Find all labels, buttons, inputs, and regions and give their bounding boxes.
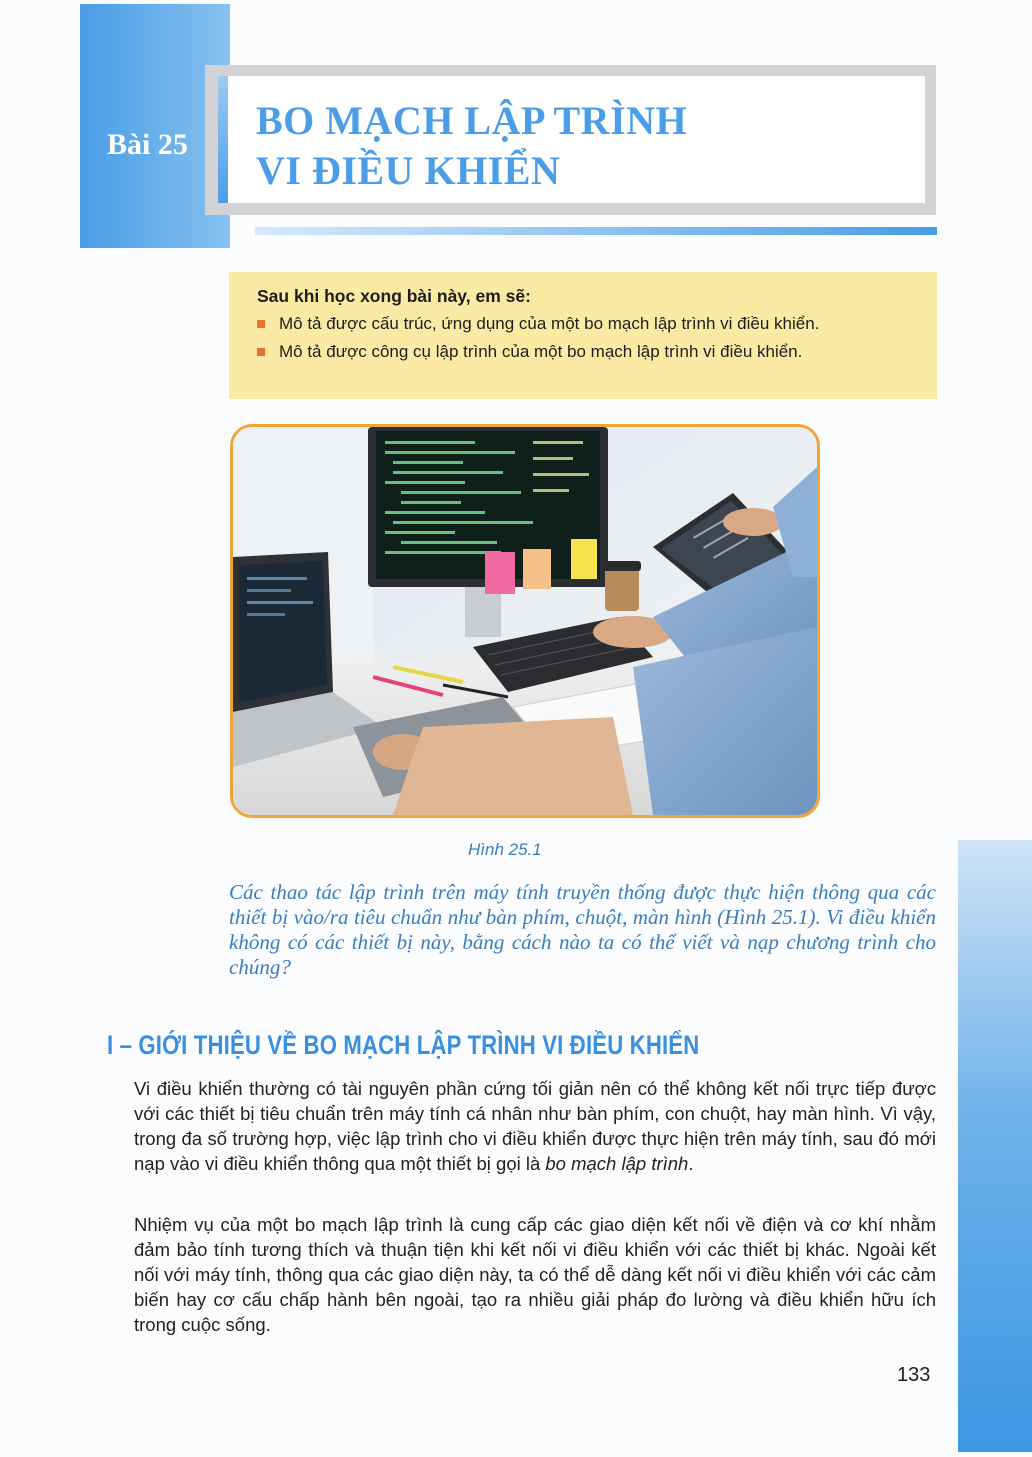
objective-text: Mô tả được cấu trúc, ứng dụng của một bo mạch lập trình vi điều khiển. (279, 314, 820, 333)
square-bullet-icon (257, 348, 265, 356)
figure-caption: Hình 25.1 (468, 840, 542, 859)
title-underline (255, 227, 937, 235)
objectives-list (257, 313, 921, 363)
lesson-number: Bài 25 (107, 128, 188, 161)
section-title: I – GIỚI THIỆU VỀ BO MẠCH LẬP TRÌNH VI ĐIỀU KHIỂN (107, 1030, 700, 1060)
paragraph-1 (134, 1076, 936, 1176)
intro-question: Các thao tác lập trình trên máy tính truyền thống được thực hiện thông qua các thiết bị vào/ra tiêu chuẩn như bàn phím, chuột, màn hình (Hình 25.1). Vi điều khiển không có các thiết bị này, bằng cách nào ta có thể viết và nạp chương trình cho chúng? (229, 880, 936, 979)
paragraph-2: Nhiệm vụ của một bo mạch lập trình là cung cấp các giao diện kết nối về điện và cơ khí nhằm đảm bảo tính tương thích và thuận tiện khi kết nối vi điều khiển với các thiết bị khác. Ngoài kết nối với máy tính, thông qua các giao diện này, ta có thể dễ dàng kết nối vi điều khiển với các cảm biến hay cơ cấu chấp hành bên ngoài, tạo ra nhiều giải pháp đo lường và điều khiển hữu ích trong cuộc sống. (134, 1214, 936, 1335)
paragraph-1-term: bo mạch lập trình (545, 1153, 689, 1174)
objective-item (257, 313, 921, 335)
paragraph-1-text: Vi điều khiển thường có tài nguyên phần cứng tối giản nên có thể không kết nối trực tiếp được với các thiết bị tiêu chuẩn trên máy tính cá nhân như bàn phím, con chuột, hay màn hình. Vì vậy, trong đa số trường hợp, việc lập trình cho vi điều khiển được thực hiện trên máy tính, sau đó mới nạp vào vi điều khiển thông qua một thiết bị gọi là (134, 1078, 936, 1174)
objectives-heading: Sau khi học xong bài này, em sẽ: (257, 286, 531, 306)
objective-item (257, 341, 921, 363)
objectives-box (229, 272, 937, 399)
title-box-accent (218, 76, 228, 203)
page-number: 133 (897, 1364, 931, 1386)
objective-text: Mô tả được công cụ lập trình của một bo mạch lập trình vi điều khiển. (279, 342, 803, 361)
lesson-title-line1: BO MẠCH LẬP TRÌNH (256, 98, 688, 143)
programmers-workspace-illustration (233, 427, 817, 815)
figure-photo (230, 424, 820, 818)
square-bullet-icon (257, 320, 265, 328)
lesson-title (256, 96, 687, 196)
lesson-title-line2: VI ĐIỀU KHIỂN (256, 148, 561, 193)
page-edge-stripe (958, 840, 1032, 1452)
paragraph-1-end: . (688, 1153, 694, 1174)
